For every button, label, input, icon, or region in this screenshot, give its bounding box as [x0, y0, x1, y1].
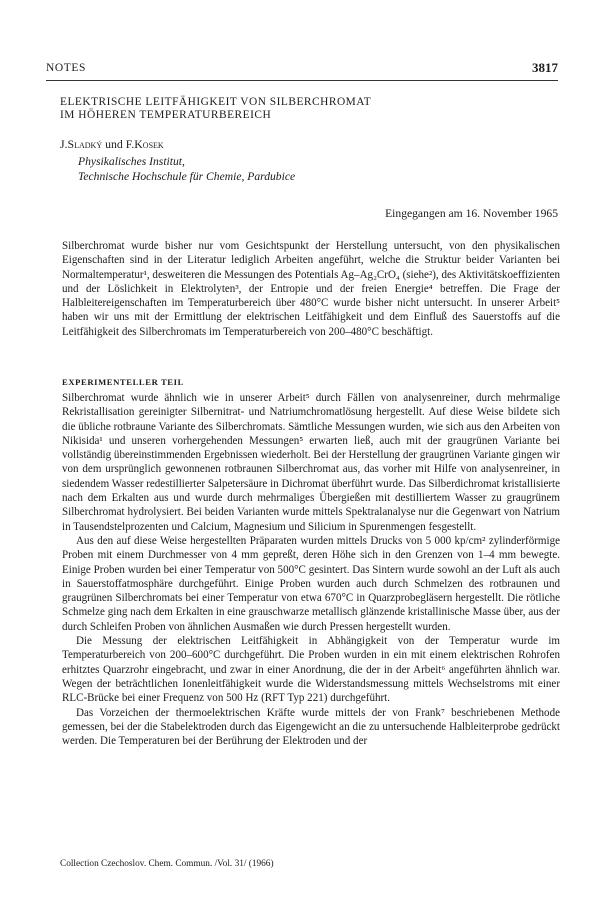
received-date: Eingegangen am 16. November 1965 — [385, 207, 558, 220]
author-line — [60, 137, 164, 152]
paragraph-1: Silberchromat wurde ähnlich wie in unserer Arbeit⁵ durch Fällen von analysenreiner, durch mehrmalige Rekristallisation gereinigter Silbernitrat- und Natriumchromatlösung hergestellt. Auf diese Weise bildete sich die übliche rotbraune Variante des Silberchromats. Sämtliche Messungen wurden, wie sich aus den Arbeiten von Nikisida¹ und unseren vorhergehenden Messungen⁵ erwarten ließ, auch mit der graugrünen Variante bei vollständig übereinstimmenden Ergebnissen wiederholt. Bei der Herstellung der graugrünen Variante gingen wir von dem ursprünglich gewonnenen rotbraunen Silberchromat aus, das vorher mit Hilfe von analysenreiner, in siedendem Wasser redestillierter Salpetersäure in Dichromat überführt wurde. Das Silberdichromat kristallisierte nach dem Erkalten aus und wurde durch mehrmaliges Übergießen mit destilliertem Wasser zu graugrünem Silberchromat hydrolysiert. Bei beiden Varianten wurde mittels Spektralanalyse nur die Gegenwart von Natrium in Tausendstelprozenten und Calcium, Magnesium und Silicium in Spurenmengen fesgestellt. — [62, 392, 560, 533]
author-1: J.Sladký — [60, 137, 103, 151]
author-2: F.Kosek — [125, 137, 164, 151]
header-rule — [46, 80, 558, 81]
running-head — [46, 62, 558, 80]
article-title — [60, 96, 540, 122]
section-label: NOTES — [46, 62, 87, 74]
title-line-1: ELEKTRISCHE LEITFÄHIGKEIT VON SILBERCHROMAT — [60, 96, 372, 108]
page-number: 3817 — [532, 60, 558, 75]
affiliation-line-1: Physikalisches Institut, — [78, 155, 185, 168]
paragraph-3: Die Messung der elektrischen Leitfähigkeit in Abhängigkeit von der Temperatur wurde im Temperaturbereich von 200–600°C durchgeführt. Die Proben wurden in ein mit einem elektrischen Rohrofen erhitztes Quarzrohr eingebracht, und zwar in einer Anordnung, die der in der Arbeit⁶ angeführten ähnlich war. Wegen der beträchtlichen Ionenleitfähigkeit wurde die Widerstandsmessung mittels Wechselstroms mit einer RLC-Brücke bei einer Frequenz von 500 Hz (RFT Typ 221) durchgeführt. — [62, 635, 560, 705]
section-heading: EXPERIMENTELLER TEIL — [62, 377, 184, 387]
paragraph-4: Das Vorzeichen der thermoelektrischen Kräfte wurde mittels der von Frank⁷ beschriebenen Methode gemessen, bei der die Stabelektroden durch das Eigengewicht an die zu untersuchende Halbleiterprobe gedrückt werden. Die Temperaturen bei der Berührung der Elektroden und der — [62, 706, 560, 748]
body-text — [62, 391, 560, 748]
author-conjunction: und — [105, 137, 123, 151]
affiliation-line-2: Technische Hochschule für Chemie, Pardubice — [78, 170, 296, 183]
title-line-2: IM HÖHEREN TEMPERATURBEREICH — [60, 109, 272, 121]
journal-footer: Collection Czechoslov. Chem. Commun. /Vol. 31/ (1966) — [60, 859, 274, 869]
introduction-paragraph: Silberchromat wurde bisher nur vom Gesichtspunkt der Herstellung untersucht, von den physikalischen Eigenschaften sind in der Literatur lediglich Arbeiten angeführt, welche die Struktur beider Varianten bei Normaltemperatur¹, desweiteren die Messungen des Potentials Ag–Ag₂CrO₄ (siehe²), des Aktivitätskoeffizienten und der Löslichkeit in Elektrolyten³, der Entropie und der freien Energie⁴ betreffen. Die Frage der Halbleitereigenschaften im Temperaturbereich über 480°C wurde bisher nicht untersucht. In unserer Arbeit⁵ haben wir uns mit der Ermittlung der elektrischen Leitfähigkeit und dem Einfluß des Sauerstoffs auf die Leitfähigkeit des Silberchromats im Temperaturbereich von 200–480°C beschäftigt. — [62, 240, 560, 338]
paragraph-2: Aus den auf diese Weise hergestellten Präparaten wurden mittels Drucks von 5 000 kp/cm² zylinderförmige Proben mit einem Durchmesser von 4 mm gepreßt, deren Höhe sich in den Grenzen von 1–4 mm bewegte. Einige Proben wurden bei einer Temperatur von 500°C gesintert. Das Sintern wurde sowohl an der Luft als auch in Sauerstoffatmosphäre durchgeführt. Einige Proben wurden auch durch Schmelzen des rotbraunen und graugrünen Silberchromats bei einer Temperatur von etwa 670°C in Quarzprobegläsern hergestellt. Die rötliche Schmelze ging nach dem Erkalten in eine grauschwarze metallisch glänzende kristallinische Masse über, aus der durch Schleifen Proben von ähnlichen Ausmaßen wie durch Pressen hergestellt wurden. — [62, 534, 560, 633]
affiliation — [78, 154, 295, 184]
